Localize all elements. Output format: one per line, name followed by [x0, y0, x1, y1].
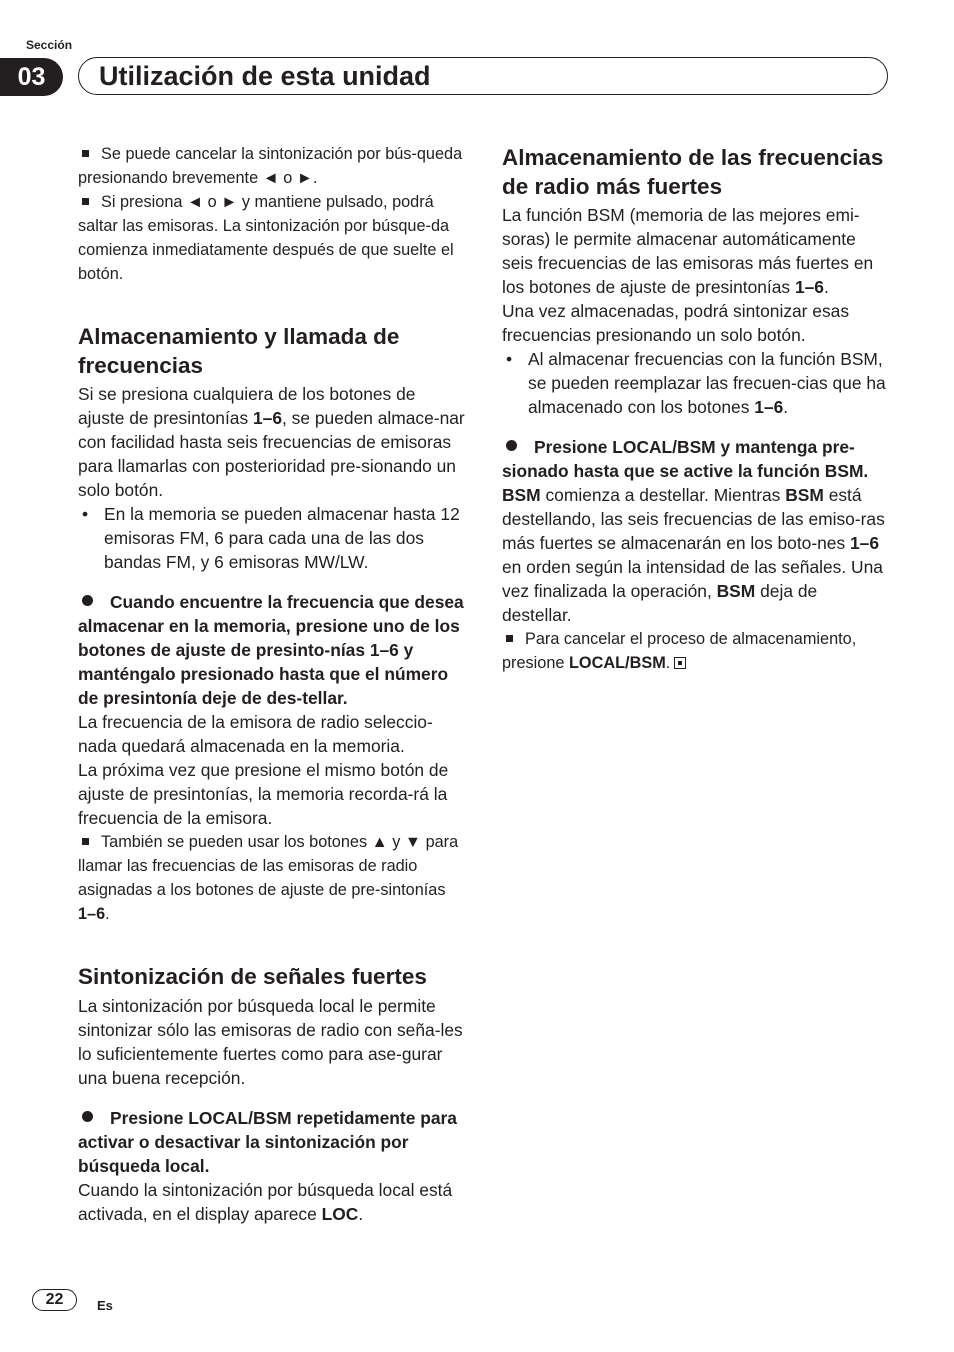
paragraph: Una vez almacenadas, podrá sintonizar esas frecuencias presionando un solo botón.	[502, 301, 850, 345]
heading-bsm: Almacenamiento de las frecuencias de radio más fuertes	[502, 145, 884, 199]
square-bullet-icon	[82, 198, 89, 205]
paragraph: La frecuencia de la emisora de radio seleccio-nada quedará almacenada en la memoria.	[78, 712, 433, 756]
heading-sintonizacion: Sintonización de señales fuertes	[78, 964, 427, 989]
left-column	[78, 142, 466, 1226]
note-text: Se puede cancelar la sintonización por bús-queda presionando brevemente ◄ o ►.	[78, 145, 463, 187]
step-instruction: Presione LOCAL/BSM repetidamente para activar o desactivar la sintonización por búsqueda local.	[78, 1107, 457, 1176]
paragraph: La próxima vez que presione el mismo botón de ajuste de presintonías, la memoria recorda-rá la frecuencia de la emisora.	[78, 760, 449, 828]
seccion-label: Sección	[26, 38, 73, 52]
step-dot-icon	[82, 595, 93, 606]
step-dot-icon	[506, 440, 517, 451]
paragraph: La sintonización por búsqueda local le permite sintonizar sólo las emisoras de radio con seña-les lo suficientemente fuertes como para ase-gurar una buena recepción.	[78, 995, 463, 1088]
paragraph: La función BSM (memoria de las mejores emi-soras) le permite almacenar automáticamente seis frecuencias de las emisoras más fuertes en los botones de ajuste de presintonías 1–6.	[502, 205, 874, 297]
bullet-item: • En la memoria se pueden almacenar hasta 12 emisoras FM, 6 para cada una de las dos bandas FM, y 6 emisoras MW/LW.	[78, 502, 466, 574]
square-bullet-icon	[82, 150, 89, 157]
note	[78, 142, 466, 190]
note: Para cancelar el proceso de almacenamiento, presione LOCAL/BSM.	[502, 630, 857, 672]
square-bullet-icon	[506, 635, 513, 642]
paragraph: BSM comienza a destellar. Mientras BSM está destellando, las seis frecuencias de las emiso-ras más fuertes se almacenarán en los boto-nes 1–6 en orden según la intensidad de las señales. Una vez finalizada la operación, BSM deja de destellar.	[502, 485, 885, 625]
right-column	[502, 144, 890, 675]
section-number: 03	[0, 58, 63, 96]
step-dot-icon	[82, 1111, 93, 1122]
paragraph: Si se presiona cualquiera de los botones de ajuste de presintonías 1–6, se pueden almace-nar con facilidad hasta seis frecuencias de emisoras para llamarlas con posterioridad pre-sionando un solo botón.	[78, 384, 465, 500]
square-bullet-icon	[82, 838, 89, 845]
bullet-item: • Al almacenar frecuencias con la función BSM, se pueden reemplazar las frecuen-cias que ha almacenado con los botones 1–6.	[502, 347, 890, 419]
paragraph: Cuando la sintonización por búsqueda local está activada, en el display aparece LOC.	[78, 1179, 453, 1224]
heading-almacenamiento: Almacenamiento y llamada de frecuencias	[78, 324, 400, 378]
language-label: Es	[97, 1298, 113, 1313]
note	[78, 190, 466, 286]
page-number: 22	[32, 1289, 77, 1311]
step-instruction: Presione LOCAL/BSM y mantenga pre-sionado hasta que se active la función BSM.	[502, 437, 869, 481]
step-instruction: Cuando encuentre la frecuencia que desea almacenar en la memoria, presione uno de los botones de ajuste de presinto-nías 1–6 y manténgalo presionado hasta que el número de presintonía deje de des-tellar.	[78, 592, 464, 708]
note-text: Si presiona ◄ o ► y mantiene pulsado, podrá saltar las emisoras. La sintonización por búsque-da comienza inmediatamente después de que suelte el botón.	[78, 193, 454, 283]
chapter-title: Utilización de esta unidad	[78, 57, 888, 95]
end-mark-icon	[674, 657, 686, 669]
note: También se pueden usar los botones ▲ y ▼ para llamar las frecuencias de las emisoras de radio asignadas a los botones de ajuste de pre-sintonías 1–6.	[78, 833, 459, 923]
